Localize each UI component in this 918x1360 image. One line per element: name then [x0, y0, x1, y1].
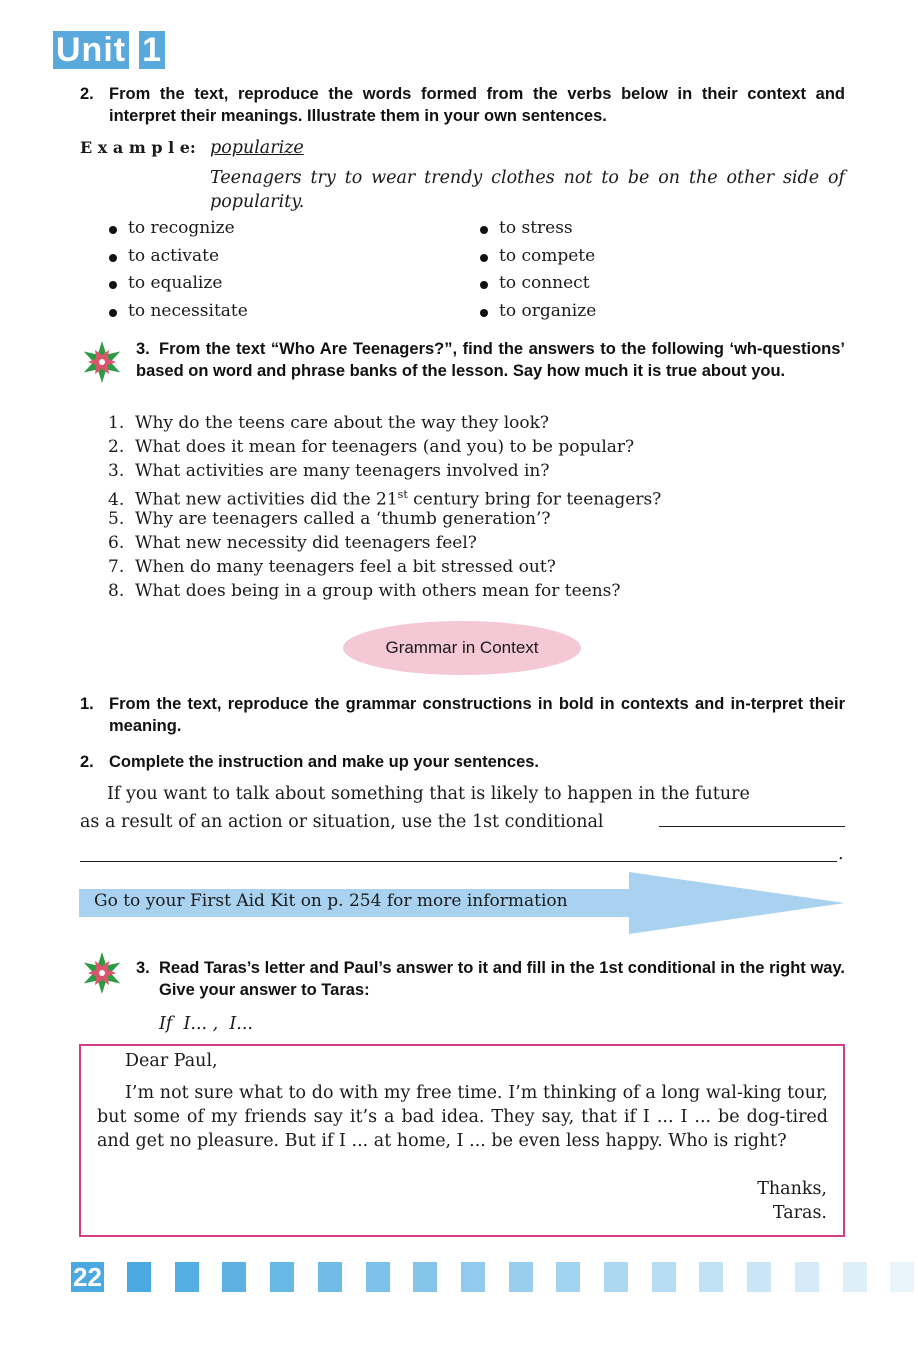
- footer-square: [509, 1262, 533, 1292]
- footer-square: [556, 1262, 580, 1292]
- footer-square: [652, 1262, 676, 1292]
- list-item: to equalize: [109, 270, 248, 298]
- footer-square: [270, 1262, 294, 1292]
- grammar-task-2-instruction: Complete the instruction and make up your sentences.: [109, 753, 540, 771]
- conditional-text-line-1: If you want to talk about something that is likely to happen in the future: [107, 784, 750, 804]
- footer-square: [699, 1262, 723, 1292]
- footer-square: [795, 1262, 819, 1292]
- list-item: 8. What does being in a group with others mean for teens?: [108, 581, 621, 601]
- blank-line[interactable]: [80, 861, 837, 862]
- letter-box: [79, 1044, 845, 1237]
- unit-number: 1: [139, 31, 165, 69]
- letter-body: I’m not sure what to do with my free time. I’m thinking of a long wal-king tour, but some of my friends say it’s a bad idea. They say, that if I ... I ... be dog-tired and get no pleasure. But if I ... at home, I ... be even less happy. Who is right?: [97, 1083, 828, 1151]
- blank-line[interactable]: [659, 826, 845, 827]
- footer-square: [604, 1262, 628, 1292]
- footer-square: [127, 1262, 151, 1292]
- letter-signature: Taras.: [772, 1203, 827, 1223]
- questions-list: [108, 411, 661, 603]
- conditional-pattern: If I... , I...: [159, 1014, 253, 1034]
- task-3: [136, 338, 845, 404]
- list-item: 5. Why are teenagers called a ‘thumb generation’?: [108, 509, 551, 529]
- letter-greeting: Dear Paul,: [125, 1051, 218, 1071]
- grammar-task-3-number: 3.: [136, 959, 150, 977]
- verbs-left-list: [109, 215, 248, 325]
- grammar-task-3-instruction: Read Taras’s letter and Paul’s answer to it and fill in the 1st conditional in the right way. Give your answer to Taras:: [159, 959, 845, 999]
- footer-square: [222, 1262, 246, 1292]
- list-item: 1. Why do the teens care about the way they look?: [108, 413, 550, 433]
- list-item: to activate: [109, 243, 248, 271]
- footer-square: [747, 1262, 771, 1292]
- list-item: 2. What does it mean for teenagers (and you) to be popular?: [108, 437, 635, 457]
- footer-square: [175, 1262, 199, 1292]
- footer-square: [413, 1262, 437, 1292]
- verbs-right-list: [480, 215, 596, 325]
- list-item: to organize: [480, 298, 596, 326]
- task-2: [80, 83, 845, 127]
- footer-square: [843, 1262, 867, 1292]
- grammar-task-3: [136, 957, 845, 1001]
- unit-header: [53, 31, 165, 69]
- task-3-number: 3.: [136, 340, 150, 358]
- list-item: to compete: [480, 243, 596, 271]
- list-item: 7. When do many teenagers feel a bit stressed out?: [108, 557, 556, 577]
- task-2-number: 2.: [80, 85, 94, 103]
- list-item: 3. What activities are many teenagers involved in?: [108, 461, 550, 481]
- list-item: to stress: [480, 215, 596, 243]
- task-2-instruction: From the text, reproduce the words formed from the verbs below in their context and interpret their meanings. Illustrate them in your own sentences.: [109, 85, 845, 125]
- letter-closing: Thanks,: [757, 1179, 827, 1199]
- unit-label: Unit: [53, 31, 129, 69]
- conditional-text-line-2: as a result of an action or situation, use the 1st conditional: [80, 812, 604, 832]
- footer-square: [461, 1262, 485, 1292]
- grammar-task-1: [80, 693, 845, 737]
- example-label: E x a m p l e:: [80, 138, 196, 157]
- example-word: popularize: [210, 138, 304, 158]
- list-item: to connect: [480, 270, 596, 298]
- first-aid-link[interactable]: Go to your First Aid Kit on p. 254 for more information: [94, 891, 568, 911]
- star-icon: [80, 951, 124, 995]
- list-item: to recognize: [109, 215, 248, 243]
- period: .: [838, 844, 844, 864]
- example-sentence: Teenagers try to wear trendy clothes not to be on the other side of popularity.: [210, 168, 845, 212]
- star-icon: [80, 340, 124, 384]
- footer-square: [366, 1262, 390, 1292]
- grammar-task-2-number: 2.: [80, 753, 94, 771]
- grammar-task-1-instruction: From the text, reproduce the grammar constructions in bold in contexts and in-terpret their meaning.: [109, 695, 845, 735]
- task-3-instruction: From the text “Who Are Teenagers?”, find the answers to the following ‘wh-questions’ based on word and phrase banks of the lesson. Say how much it is true about you.: [136, 340, 845, 380]
- footer-square: [890, 1262, 914, 1292]
- section-title-grammar: Grammar in Context: [343, 621, 581, 675]
- footer-square: [318, 1262, 342, 1292]
- grammar-task-1-number: 1.: [80, 695, 94, 713]
- list-item: 4. What new activities did the 21st century bring for teenagers?: [108, 488, 662, 510]
- grammar-task-2: [80, 751, 845, 773]
- page-number: 22: [73, 1262, 102, 1292]
- list-item: 6. What new necessity did teenagers feel?: [108, 533, 477, 553]
- list-item: to necessitate: [109, 298, 248, 326]
